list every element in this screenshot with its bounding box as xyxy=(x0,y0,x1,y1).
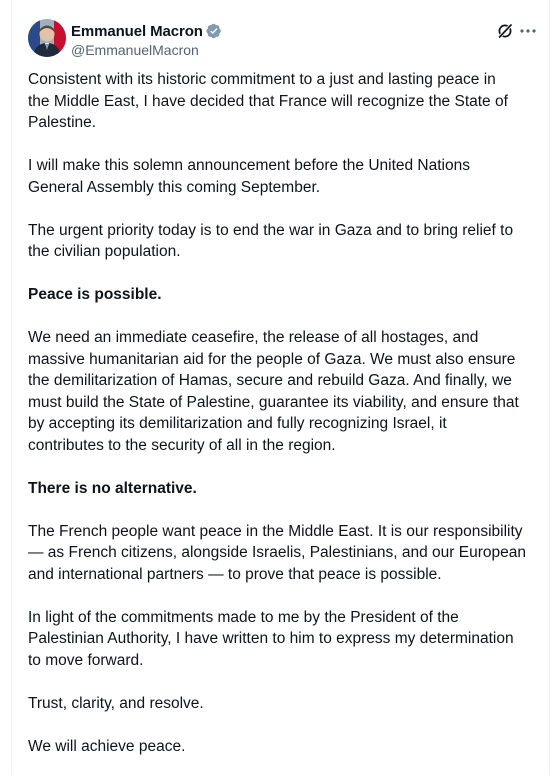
post-paragraph: In light of the commitments made to me by the President of the Palestinian Authority, I have written to him to express my determination to move forward. xyxy=(28,608,514,669)
author-handle[interactable]: @EmmanuelMacron xyxy=(71,42,199,58)
post-paragraph: Trust, clarity, and resolve. xyxy=(28,694,204,712)
author-display-name[interactable]: Emmanuel Macron xyxy=(71,22,203,40)
post-card xyxy=(11,0,550,775)
post-paragraph: We will achieve peace. xyxy=(28,737,186,755)
post-paragraph: The urgent priority today is to end the war in Gaza and to bring relief to the civilian population. xyxy=(28,221,514,260)
post-paragraph: Consistent with its historic commitment to a just and lasting peace in the Middle East, I have decided that France will recognize the State of Palestine. xyxy=(28,71,508,131)
avatar[interactable] xyxy=(28,19,66,57)
grok-icon[interactable] xyxy=(497,23,513,39)
post-paragraph: I will make this solemn announcement before the United Nations General Assembly this coming September. xyxy=(28,157,470,196)
post-paragraph: We need an immediate ceasefire, the release of all hostages, and massive humanitarian aid for the people of Gaza. We must also ensure the demilitarization of Hamas, secure and rebuild Gaza. And finally, we must build the State of Palestine, guarantee its viability, and ensure that by accepting its demilitarization and fully recognizing Israel, it contributes to the security of all in the region. xyxy=(28,329,519,454)
post-paragraph-emphasis: Peace is possible. xyxy=(28,286,162,303)
author-info xyxy=(71,22,222,58)
more-options-icon[interactable] xyxy=(519,23,537,39)
post-paragraph: The French people want peace in the Middle East. It is our responsibility — as French citizens, alongside Israelis, Palestinians, and our European and international partners — to prove that peace is possible. xyxy=(28,522,526,583)
avatar-image xyxy=(28,19,66,57)
post-paragraph-emphasis: There is no alternative. xyxy=(28,479,197,497)
verified-badge-icon[interactable] xyxy=(206,23,222,39)
post-header xyxy=(28,19,535,59)
author-name-row xyxy=(71,22,222,40)
post-text xyxy=(28,69,538,779)
